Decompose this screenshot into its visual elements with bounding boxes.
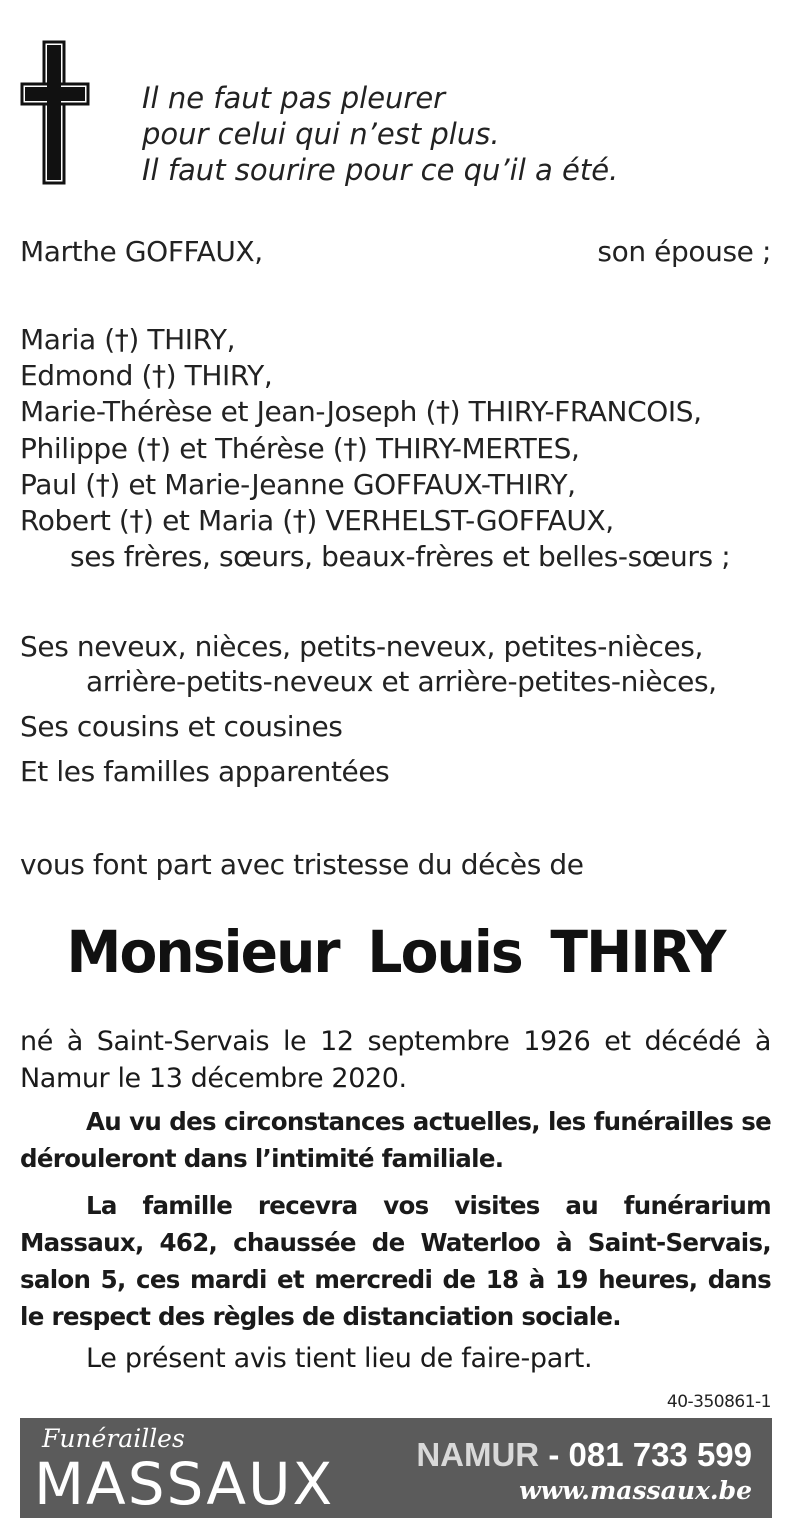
- funeral-home-label: Funérailles: [42, 1424, 185, 1453]
- epitaph-line: Il ne faut pas pleurer: [142, 81, 446, 115]
- epitaph-line: Il faut sourire pour ce qu’il a été.: [142, 153, 619, 187]
- relatives-line: Ses neveux, nièces, petits-neveux, petites-nièces,: [20, 630, 703, 663]
- funeral-home-contact: [416, 1436, 752, 1474]
- sibling-entry: Maria (†) THIRY,: [20, 323, 236, 356]
- spouse-line: [20, 235, 771, 268]
- funeral-notice: Au vu des circonstances actuelles, les funérailles se dérouleront dans l’intimité familiale.: [20, 1107, 771, 1173]
- birth-death-info: né à Saint-Servais le 12 septembre 1926 et décédé à Namur le 13 décembre 2020.: [20, 1026, 771, 1094]
- epitaph: [142, 80, 618, 188]
- announcement: vous font part avec tristesse du décès de: [20, 848, 584, 881]
- sibling-entry: Paul (†) et Marie-Jeanne GOFFAUX-THIRY,: [20, 467, 576, 501]
- visitation-notice: La famille recevra vos visites au funérarium Massaux, 462, chaussée de Waterloo à Saint-Servais, salon 5, ces mardi et mercredi de 18 à 19 heures, dans le respect des règles de distanciation sociale.: [20, 1191, 771, 1331]
- contact-separator: -: [539, 1436, 569, 1473]
- deceased-name: Monsieur Louis THIRY: [66, 918, 725, 986]
- funeral-home-city: NAMUR: [416, 1436, 540, 1473]
- sibling-entry: Edmond (†) THIRY,: [20, 359, 273, 393]
- funeral-home-name: MASSAUX: [34, 1450, 335, 1518]
- funeral-home-banner: [20, 1418, 772, 1518]
- relatives-block: [20, 629, 771, 789]
- latin-cross-icon: [20, 40, 90, 185]
- funeral-home-phone: 081 733 599: [568, 1436, 752, 1473]
- families-line: Et les familles apparentées: [20, 755, 390, 788]
- closing-line: Le présent avis tient lieu de faire-part.: [86, 1343, 593, 1374]
- funeral-home-website: www.massaux.be: [519, 1476, 752, 1505]
- epitaph-line: pour celui qui n’est plus.: [142, 117, 500, 151]
- siblings-role: ses frères, sœurs, beaux-frères et belles-sœurs ;: [70, 540, 731, 574]
- cousins-line: Ses cousins et cousines: [20, 710, 343, 743]
- spouse-name: Marthe GOFFAUX,: [20, 235, 263, 268]
- sibling-entry: Philippe (†) et Thérèse (†) THIRY-MERTES,: [20, 431, 580, 465]
- siblings-list: [20, 322, 771, 575]
- sibling-entry: Marie-Thérèse et Jean-Joseph (†) THIRY-FRANCOIS,: [20, 395, 702, 429]
- sibling-entry: Robert (†) et Maria (†) VERHELST-GOFFAUX,: [20, 504, 614, 538]
- reference-number: 40-350861-1: [666, 1392, 771, 1412]
- relatives-line: arrière-petits-neveux et arrière-petites-nièces,: [86, 665, 717, 698]
- spouse-role: son épouse ;: [597, 235, 771, 268]
